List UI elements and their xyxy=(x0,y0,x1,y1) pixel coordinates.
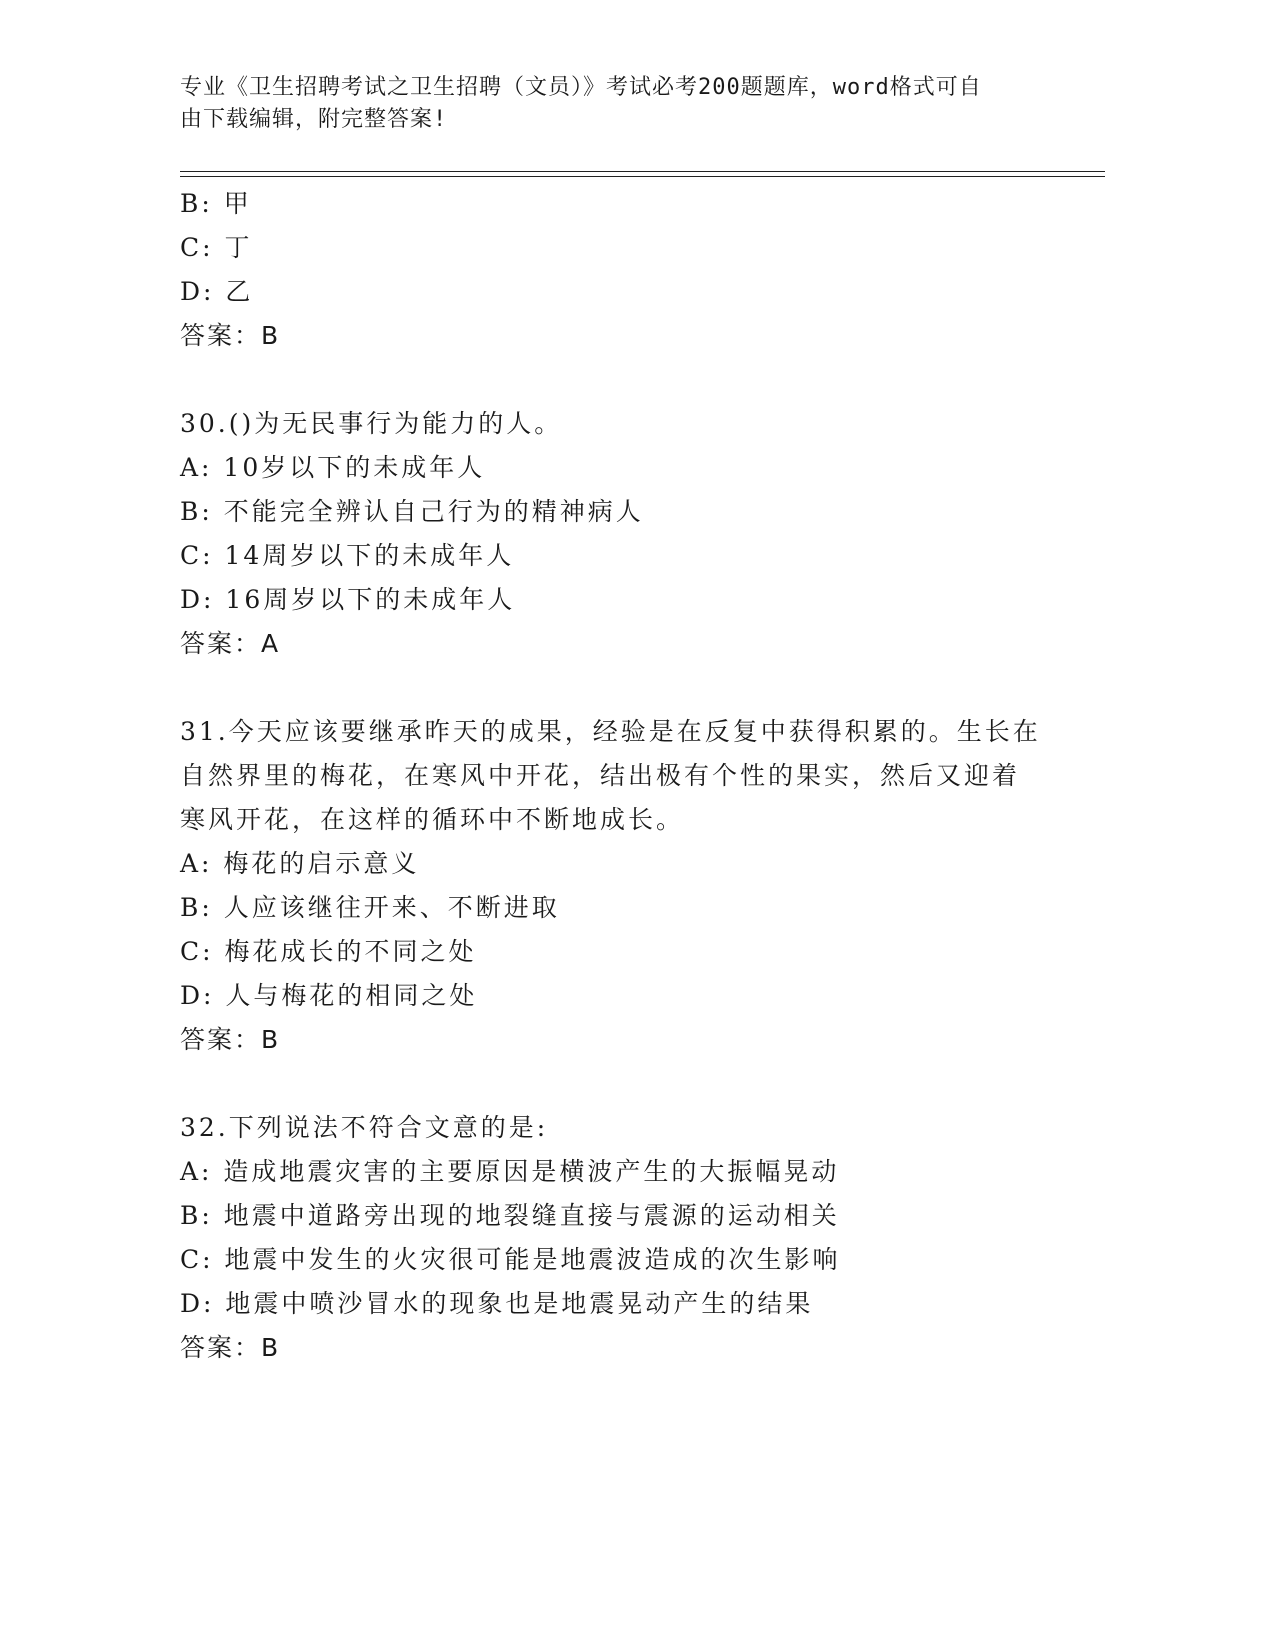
header-title-line-2: 由下载编辑，附完整答案! xyxy=(180,107,448,132)
option-d: D: 人与梅花的相同之处 xyxy=(180,981,478,1010)
option-a: A: 造成地震灾害的主要原因是横波产生的大振幅晃动 xyxy=(180,1157,840,1186)
question-block-30 xyxy=(180,402,1080,666)
document-header xyxy=(180,72,1040,136)
spacer xyxy=(180,666,1080,710)
question-block-prev xyxy=(180,182,1080,358)
option-a: A: 梅花的启示意义 xyxy=(180,849,420,878)
option-b: B: 地震中道路旁出现的地裂缝直接与震源的运动相关 xyxy=(180,1201,840,1230)
answer-label: 答案：B xyxy=(180,1333,281,1362)
spacer xyxy=(180,358,1080,402)
question-stem-line-1: 31.今天应该要继承昨天的成果，经验是在反复中获得积累的。生长在 xyxy=(180,717,1041,746)
answer-label: 答案：B xyxy=(180,321,281,350)
answer-label: 答案：B xyxy=(180,1025,281,1054)
option-b: B: 人应该继往开来、不断进取 xyxy=(180,893,560,922)
option-d: D: 乙 xyxy=(180,277,254,306)
spacer xyxy=(180,1062,1080,1106)
question-stem: 30.()为无民事行为能力的人。 xyxy=(180,409,563,438)
option-a: A: 10岁以下的未成年人 xyxy=(180,453,486,482)
option-b: B: 不能完全辨认自己行为的精神病人 xyxy=(180,497,644,526)
question-list xyxy=(180,182,1080,1370)
question-block-32 xyxy=(180,1106,1080,1370)
question-block-31 xyxy=(180,710,1080,1062)
header-title-line-1: 专业《卫生招聘考试之卫生招聘（文员）》考试必考200题题库，word格式可自 xyxy=(180,75,982,100)
question-stem-line-3: 寒风开花，在这样的循环中不断地成长。 xyxy=(180,805,685,834)
option-d: D: 地震中喷沙冒水的现象也是地震晃动产生的结果 xyxy=(180,1289,814,1318)
option-c: C: 14周岁以下的未成年人 xyxy=(180,541,515,570)
question-stem: 32.下列说法不符合文意的是: xyxy=(180,1113,549,1142)
header-divider-bottom xyxy=(180,176,1105,177)
option-d: D: 16周岁以下的未成年人 xyxy=(180,585,516,614)
answer-label: 答案：A xyxy=(180,629,281,658)
option-c: C: 梅花成长的不同之处 xyxy=(180,937,477,966)
header-divider-top xyxy=(180,171,1105,172)
option-c: C: 地震中发生的火灾很可能是地震波造成的次生影响 xyxy=(180,1245,841,1274)
option-b: B: 甲 xyxy=(180,189,252,218)
question-stem-line-2: 自然界里的梅花，在寒风中开花，结出极有个性的果实，然后又迎着 xyxy=(180,761,1021,790)
option-c: C: 丁 xyxy=(180,233,253,262)
